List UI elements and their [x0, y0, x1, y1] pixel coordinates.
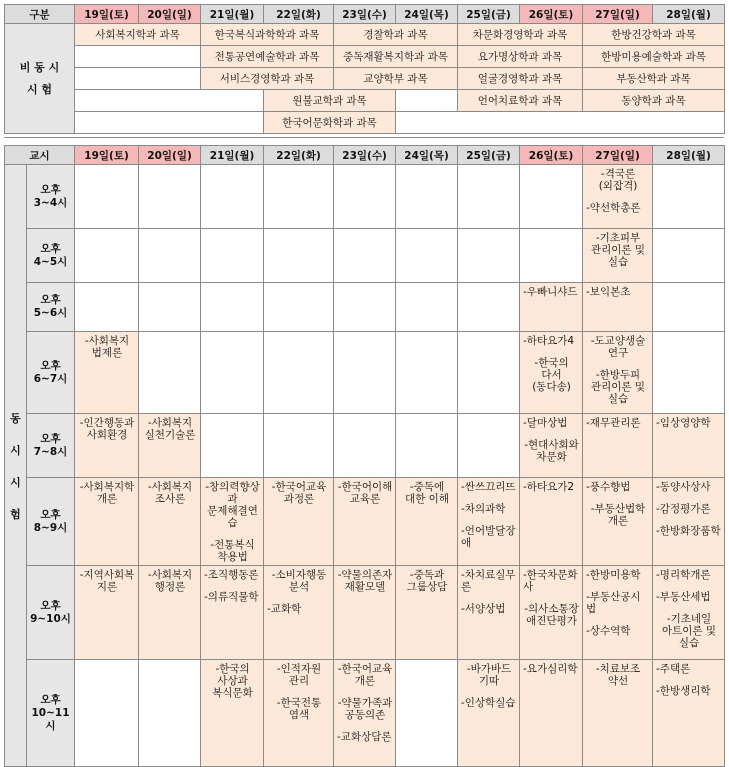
- header-category: 구분: [5, 5, 75, 24]
- empty-cell: [264, 165, 334, 229]
- empty-cell: [653, 332, 725, 414]
- subject-cell: 한방미용예술학과 과목: [583, 46, 725, 68]
- period-row: [5, 660, 725, 767]
- period-time-line: 8~9시: [33, 521, 68, 534]
- course-cell: [520, 566, 583, 660]
- course-cell: [520, 660, 583, 767]
- simultaneous-label-char: 동: [10, 411, 21, 425]
- course-name: -기초네일 아트이론 및 실습: [661, 613, 717, 649]
- empty-cell: [396, 90, 458, 112]
- course-name: -요가심리학: [523, 663, 578, 675]
- subject-cell: 서비스경영학과 과목: [201, 68, 334, 90]
- course-name: -차치료실무론: [461, 569, 516, 593]
- course-cell: [334, 566, 396, 660]
- period-row: [5, 566, 725, 660]
- course-name: -지역사회복 지론: [79, 569, 135, 593]
- empty-cell: [396, 414, 458, 478]
- course-cell: [653, 478, 725, 566]
- period-row: [5, 165, 725, 229]
- empty-cell: [139, 165, 201, 229]
- top-header-row: [5, 5, 725, 24]
- empty-cell: [75, 660, 139, 767]
- header-day-25: 25일(금): [458, 5, 520, 24]
- course-cell: [139, 566, 201, 660]
- course-name: -차의과학: [461, 503, 506, 515]
- course-cell: [201, 660, 264, 767]
- course-cell: [396, 566, 458, 660]
- course-name: -한국의 사상과 복식문화: [212, 663, 253, 699]
- course-cell: [520, 414, 583, 478]
- course-name: -언어발달장애: [461, 525, 516, 549]
- course-cell: [334, 478, 396, 566]
- period-time-line: 오후: [40, 432, 61, 445]
- header-day-24: 24일(목): [396, 146, 458, 165]
- empty-cell: [396, 112, 725, 134]
- subject-cell: 사회복지학과 과목: [75, 24, 201, 46]
- empty-cell: [458, 165, 520, 229]
- course-name: -사회복지 조사론: [147, 481, 193, 505]
- simultaneous-label-char: 시: [10, 443, 21, 457]
- course-cell: [458, 566, 520, 660]
- course-name: -동양사상사: [656, 481, 711, 493]
- course-cell: [653, 566, 725, 660]
- header-day-21: 21일(월): [201, 146, 264, 165]
- period-row: [5, 229, 725, 283]
- course-name: -우빠니샤드: [523, 286, 578, 298]
- period-time-line: 9~10시: [30, 612, 71, 625]
- course-cell: [583, 283, 653, 332]
- course-cell: [520, 478, 583, 566]
- non-simultaneous-exam-table: [4, 4, 725, 134]
- empty-cell: [139, 283, 201, 332]
- course-name: -의사소통장 애진단평가: [524, 603, 579, 627]
- empty-cell: [520, 165, 583, 229]
- course-cell: [583, 414, 653, 478]
- empty-cell: [653, 283, 725, 332]
- period-time-line: 10~11시: [31, 706, 70, 732]
- period-time-line: 7~8시: [33, 445, 68, 458]
- non-simultaneous-label: 비 동 시 시 험: [5, 24, 75, 134]
- course-name: -부동산세법: [656, 591, 711, 603]
- course-name: -창의력향상과 문제해결연습: [205, 481, 260, 529]
- simultaneous-exam-table: [4, 145, 725, 767]
- header-day-19: 19일(토): [75, 146, 139, 165]
- empty-cell: [75, 46, 201, 68]
- course-name: -감정평가론: [656, 503, 711, 515]
- subject-cell: 부동산학과 과목: [583, 68, 725, 90]
- empty-cell: [334, 165, 396, 229]
- period-time-line: 5~6시: [33, 307, 68, 319]
- header-day-23: 23일(수): [334, 5, 396, 24]
- empty-cell: [396, 332, 458, 414]
- course-cell: [264, 478, 334, 566]
- empty-cell: [458, 283, 520, 332]
- empty-cell: [458, 332, 520, 414]
- header-day-26: 26일(토): [520, 146, 583, 165]
- course-cell: [75, 478, 139, 566]
- period-row: [5, 283, 725, 332]
- course-name: -인적자원 관리: [276, 663, 322, 687]
- subject-cell: 전통공연예술학과 과목: [201, 46, 334, 68]
- course-cell: [583, 478, 653, 566]
- course-name: -한국의 다서 (동다송): [532, 357, 571, 393]
- header-day-27: 27일(일): [583, 5, 653, 24]
- course-name: -싼쓰끄리뜨: [461, 481, 516, 493]
- course-cell: [75, 414, 139, 478]
- course-cell: [334, 660, 396, 767]
- course-cell: [201, 478, 264, 566]
- course-name: -치료보조 약선: [595, 663, 641, 687]
- empty-cell: [75, 112, 264, 134]
- course-name: -한국차문화사: [523, 569, 578, 593]
- simultaneous-label-char: 험: [10, 507, 21, 521]
- course-name: -소비자행동 분석: [271, 569, 327, 593]
- subject-cell: 한방건강학과 과목: [583, 24, 725, 46]
- simultaneous-label: [5, 165, 27, 767]
- course-cell: [653, 414, 725, 478]
- header-day-28: 28일(월): [653, 146, 725, 165]
- header-day-25: 25일(금): [458, 146, 520, 165]
- course-cell: [139, 414, 201, 478]
- course-cell: [583, 165, 653, 229]
- course-name: -조직행동론: [204, 569, 259, 581]
- course-cell: [583, 660, 653, 767]
- subject-cell: 언어치료학과 과목: [458, 90, 583, 112]
- course-name: -한국어이해 교육론: [337, 481, 393, 505]
- course-name: -한방두피 관리이론 및 실습: [590, 369, 646, 405]
- empty-cell: [396, 660, 458, 767]
- course-name: -의류직물학: [204, 591, 259, 603]
- subject-cell: 차문화경영학과 과목: [458, 24, 583, 46]
- period-time: [27, 283, 75, 332]
- period-time-line: 오후: [40, 294, 61, 306]
- period-time: [27, 229, 75, 283]
- course-cell: [520, 283, 583, 332]
- empty-cell: [334, 229, 396, 283]
- empty-cell: [75, 283, 139, 332]
- course-name: -명리학개론: [656, 569, 711, 581]
- header-day-26: 26일(토): [520, 5, 583, 24]
- course-name: -사회복지 행정론: [147, 569, 193, 593]
- empty-cell: [264, 414, 334, 478]
- course-cell: [201, 566, 264, 660]
- course-name: -약선학총론: [586, 202, 641, 214]
- empty-cell: [458, 414, 520, 478]
- course-cell: [139, 478, 201, 566]
- empty-cell: [201, 165, 264, 229]
- course-cell: [396, 478, 458, 566]
- subject-cell: 한국복식과학학과 과목: [201, 24, 334, 46]
- course-name: -중독에 대한 이해: [405, 481, 449, 505]
- header-day-20: 20일(일): [139, 146, 201, 165]
- header-day-24: 24일(목): [396, 5, 458, 24]
- course-name: -임상영양학: [656, 417, 711, 429]
- course-name: -한국전통 염색: [276, 697, 322, 721]
- period-time-line: 오후: [40, 183, 61, 196]
- period-time: [27, 566, 75, 660]
- course-name: -기초피부 관리이론 및 실습: [590, 232, 646, 268]
- period-time-line: 오후: [40, 242, 61, 255]
- header-day-22: 22일(화): [264, 146, 334, 165]
- empty-cell: [201, 283, 264, 332]
- course-name: -바가바드 기따: [466, 663, 512, 687]
- subject-cell: 중독재활복지학과 과목: [334, 46, 458, 68]
- empty-cell: [334, 283, 396, 332]
- course-name: -중독과 그룹상담: [406, 569, 448, 593]
- course-name: -재무관리론: [586, 417, 641, 429]
- course-name: -교화상담론: [337, 731, 392, 743]
- course-name: -풍수향법: [586, 481, 631, 493]
- period-row: [5, 414, 725, 478]
- course-cell: [653, 660, 725, 767]
- course-cell: [583, 566, 653, 660]
- course-name: -전통복식 착용법: [210, 539, 255, 563]
- course-name: -교화학: [267, 603, 302, 615]
- course-cell: [520, 332, 583, 414]
- simultaneous-label-char: 시: [10, 475, 21, 489]
- period-time-line: 오후: [40, 599, 61, 612]
- course-name: -한국어교육 개론: [337, 663, 393, 687]
- period-time-line: 오후: [40, 693, 61, 706]
- header-day-28: 28일(월): [653, 5, 725, 24]
- subject-cell: 경찰학과 과목: [334, 24, 458, 46]
- course-name: -한방생리학: [656, 685, 711, 697]
- empty-cell: [139, 229, 201, 283]
- period-time: [27, 165, 75, 229]
- course-name: -인간행동과 사회환경: [79, 417, 135, 441]
- empty-cell: [139, 332, 201, 414]
- course-name: -하타요가2: [523, 481, 575, 493]
- header-day-23: 23일(수): [334, 146, 396, 165]
- empty-cell: [75, 229, 139, 283]
- empty-cell: [334, 414, 396, 478]
- period-time-line: 오후: [40, 359, 61, 372]
- empty-cell: [201, 229, 264, 283]
- subject-cell: 동양학과 과목: [583, 90, 725, 112]
- empty-cell: [653, 229, 725, 283]
- course-name: -사회복지 법제론: [84, 335, 130, 359]
- empty-cell: [264, 283, 334, 332]
- course-name: -인상학실습: [461, 697, 516, 709]
- course-cell: [458, 478, 520, 566]
- period-time: [27, 478, 75, 566]
- period-time-line: 4~5시: [33, 255, 68, 268]
- course-name: -부동산법학 개론: [590, 503, 646, 527]
- bottom-header-row: [5, 146, 725, 165]
- course-name: -한국어교육 과정론: [271, 481, 327, 505]
- course-name: -사회복지 실천기술론: [144, 417, 196, 441]
- subject-cell: 한국어문화학과 과목: [264, 112, 396, 134]
- course-cell: [458, 660, 520, 767]
- empty-cell: [653, 165, 725, 229]
- header-day-27: 27일(일): [583, 146, 653, 165]
- course-cell: [583, 332, 653, 414]
- course-cell: [264, 566, 334, 660]
- course-name: -서양상법: [461, 603, 506, 615]
- period-time-line: 6~7시: [33, 372, 68, 385]
- course-cell: [264, 660, 334, 767]
- course-name: -하타요가4: [523, 335, 575, 347]
- course-name: -한방미용학: [586, 569, 641, 581]
- course-name: -한방화장품학: [656, 525, 721, 537]
- period-row: [5, 478, 725, 566]
- subject-cell: 얼굴경영학과 과목: [458, 68, 583, 90]
- header-day-20: 20일(일): [139, 5, 201, 24]
- course-name: -주택론: [656, 663, 691, 675]
- empty-cell: [201, 332, 264, 414]
- empty-cell: [139, 660, 201, 767]
- course-cell: [583, 229, 653, 283]
- header-day-19: 19일(토): [75, 5, 139, 24]
- period-time: [27, 332, 75, 414]
- subject-cell: 원불교학과 과목: [264, 90, 396, 112]
- header-period: 교시: [5, 146, 75, 165]
- period-time: [27, 414, 75, 478]
- course-name: -현대사회와 차문화: [524, 439, 579, 463]
- course-name: -도교양생술 연구: [590, 335, 646, 359]
- course-name: -부동산공시법: [586, 591, 641, 615]
- empty-cell: [396, 229, 458, 283]
- empty-cell: [458, 229, 520, 283]
- empty-cell: [201, 414, 264, 478]
- empty-cell: [334, 332, 396, 414]
- course-name: -상수역학: [586, 625, 631, 637]
- course-name: -약물의존자 재활모델: [337, 569, 393, 593]
- period-time-line: 오후: [40, 508, 61, 521]
- empty-cell: [75, 165, 139, 229]
- empty-cell: [264, 229, 334, 283]
- header-day-22: 22일(화): [264, 5, 334, 24]
- course-name: -사회복지학 개론: [79, 481, 135, 505]
- course-name: -달마상법: [523, 417, 568, 429]
- course-name: -격국론 (외잡격): [598, 168, 638, 192]
- empty-cell: [75, 68, 201, 90]
- period-time: [27, 660, 75, 767]
- subject-cell: 교양학부 과목: [334, 68, 458, 90]
- empty-cell: [396, 283, 458, 332]
- course-name: -보익본초: [586, 286, 631, 298]
- empty-cell: [264, 332, 334, 414]
- empty-cell: [520, 229, 583, 283]
- course-cell: [75, 332, 139, 414]
- period-row: [5, 332, 725, 414]
- empty-cell: [396, 165, 458, 229]
- empty-cell: [75, 90, 264, 112]
- course-cell: [75, 566, 139, 660]
- subject-cell: 요가명상학과 과목: [458, 46, 583, 68]
- period-time-line: 3~4시: [33, 196, 68, 209]
- course-name: -약물가족과 공동의존: [337, 697, 393, 721]
- header-day-21: 21일(월): [201, 5, 264, 24]
